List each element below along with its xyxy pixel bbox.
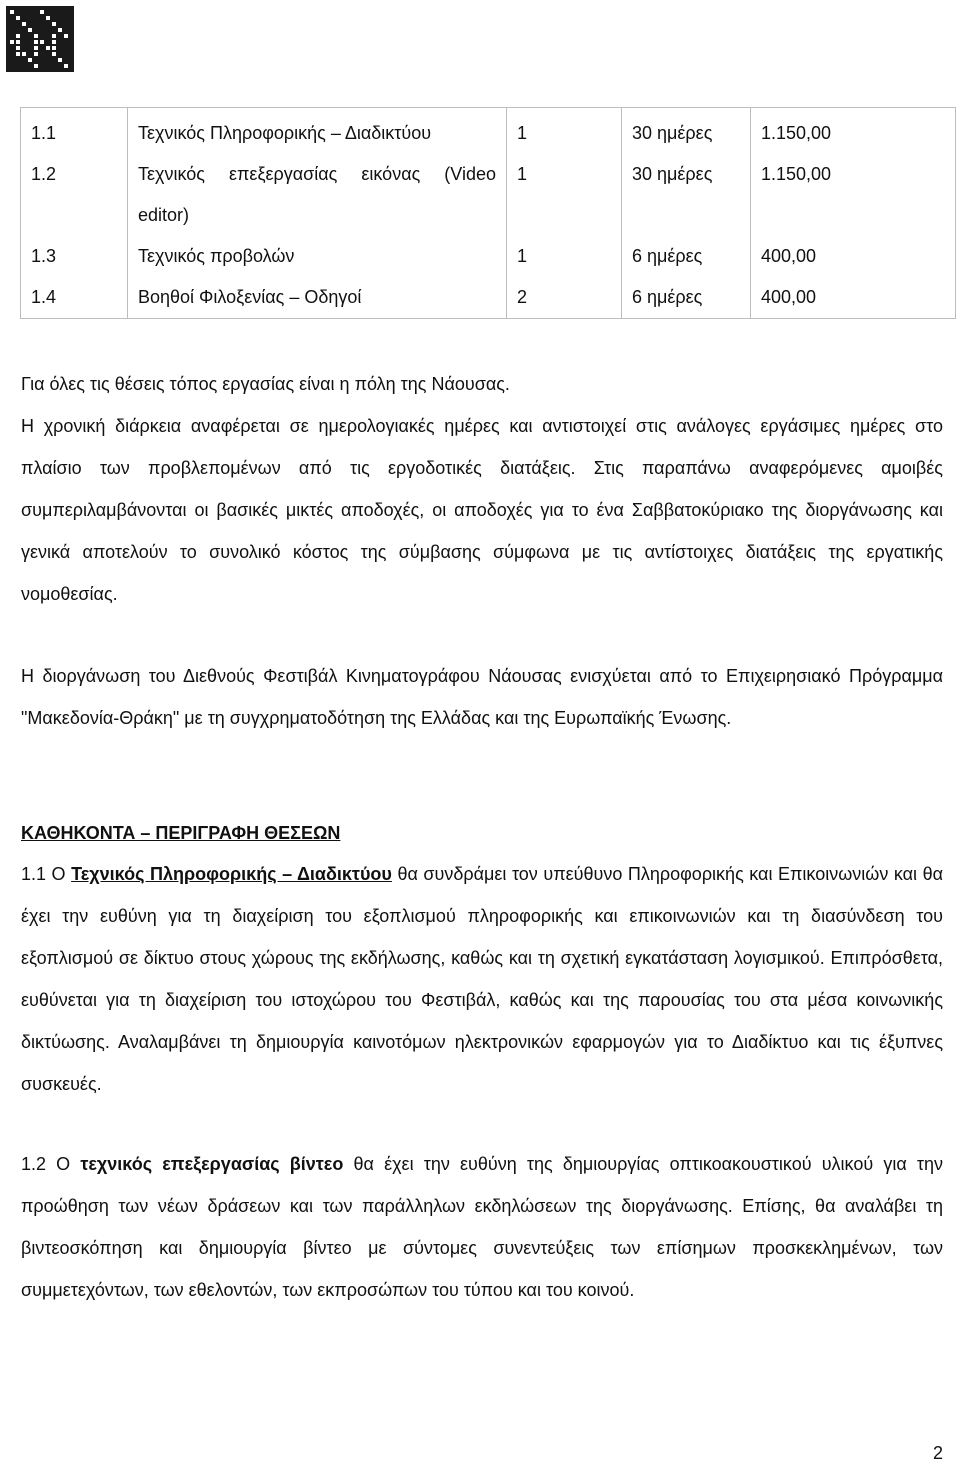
- duties-heading: ΚΑΘΗΚΟΝΤΑ – ΠΕΡΙΓΡΑΦΗ ΘΕΣΕΩΝ: [21, 823, 341, 843]
- duty-1-1-title: Τεχνικός Πληροφορικής – Διαδικτύου: [71, 864, 392, 884]
- funding-paragraph: Η διοργάνωση του Διεθνούς Φεστιβάλ Κινηματογράφου Νάουσας ενισχύεται από το Επιχειρησιακό Πρόγραμμα "Μακεδονία-Θράκη" με τη συγχρηματοδότηση της Ελλάδας και της Ευρωπαϊκής Ένωσης.: [21, 666, 943, 728]
- position-title: [128, 108, 507, 155]
- position-amount: 400,00: [751, 277, 956, 319]
- table-row: [21, 108, 956, 155]
- position-title: [128, 277, 507, 319]
- position-count: 1: [507, 154, 622, 236]
- position-count: 1: [507, 236, 622, 277]
- table-row: [21, 236, 956, 277]
- position-code: 1.2: [21, 154, 128, 236]
- position-title: [128, 236, 507, 277]
- duty-1-2-text: θα έχει την ευθύνη της δημιουργίας οπτικοακουστικού υλικού για την προώθηση των νέων δράσεων και των παράλληλων εκδηλώσεων της διοργάνωσης. Επίσης, θα αναλάβει τη βιντεοσκόπηση και δημιουργία βίντεο με σύντομες συνεντεύξεις των επίσημων προσκεκλημένων, των συμμετεχόντων, των εθελοντών, των εκπροσώπων του τύπου και του κοινού.: [21, 1154, 944, 1300]
- page-number: 2: [932, 1443, 943, 1463]
- position-title-continuation: editor): [138, 205, 190, 225]
- position-amount: 400,00: [751, 236, 956, 277]
- duty-1-2-prefix: 1.2 Ο: [21, 1154, 81, 1174]
- duty-1-1-paragraph: [21, 853, 943, 1105]
- position-title-line: Τεχνικός προβολών: [138, 246, 295, 266]
- position-duration: 30 ημέρες: [622, 154, 751, 236]
- position-title-line: Τεχνικός Πληροφορικής – Διαδικτύου: [138, 123, 432, 143]
- position-code: 1.3: [21, 236, 128, 277]
- position-duration: 30 ημέρες: [622, 108, 751, 155]
- table-row: [21, 154, 956, 236]
- position-amount: 1.150,00: [751, 108, 956, 155]
- duration-paragraph: Η χρονική διάρκεια αναφέρεται σε ημερολογιακές ημέρες και αντιστοιχεί στις ανάλογες εργάσιμες ημέρες στο πλαίσιο των προβλεπομένων από τις εργοδοτικές διατάξεις. Στις παραπάνω αναφερόμενες αμοιβές συμπεριλαμβάνονται οι βασικές μικτές αποδοχές, οι αποδοχές για το ένα Σαββατοκύριακο της διοργάνωσης και γενικά αποτελούν το συνολικό κόστος της σύμβασης σύμφωνα με τις αντίστοιχες διατάξεις της εργατικής νομοθεσίας.: [21, 416, 943, 604]
- position-code: 1.1: [21, 108, 128, 155]
- position-title-line: Τεχνικός επεξεργασίας εικόνας (Video: [138, 164, 496, 184]
- duty-1-1-prefix: 1.1 Ο: [21, 864, 72, 884]
- festival-logo: [6, 6, 74, 72]
- position-title: [128, 154, 507, 236]
- table-row: [21, 277, 956, 319]
- location-paragraph: Για όλες τις θέσεις τόπος εργασίας είναι η πόλη της Νάουσας.: [21, 374, 510, 394]
- position-duration: 6 ημέρες: [622, 277, 751, 319]
- position-title-line: Βοηθοί Φιλοξενίας – Οδηγοί: [138, 287, 362, 307]
- position-amount: 1.150,00: [751, 154, 956, 236]
- duty-1-1-text: θα συνδράμει τον υπεύθυνο Πληροφορικής και Επικοινωνιών και θα έχει την ευθύνη για τη διαχείριση του εξοπλισμού πληροφορικής και επικοινωνιών και τη διασύνδεση του εξοπλισμού σε δίκτυο στους χώρους της εκδήλωσης, καθώς και τη σχετική εγκατάσταση λογισμικού. Επιπρόσθετα, ευθύνεται για τη διαχείριση του ιστοχώρου του Φεστιβάλ, καθώς και της παρουσίας του στα μέσα κοινωνικής δικτύωσης. Αναλαμβάνει τη δημιουργία καινοτόμων ηλεκτρονικών εφαρμογών για το Διαδίκτυο και τις έξυπνες συσκευές.: [21, 864, 943, 1094]
- position-count: 2: [507, 277, 622, 319]
- position-count: 1: [507, 108, 622, 155]
- position-duration: 6 ημέρες: [622, 236, 751, 277]
- duty-1-2-title: τεχνικός επεξεργασίας βίντεο: [80, 1154, 344, 1174]
- positions-table: [20, 107, 956, 319]
- duty-1-2-paragraph: [21, 1143, 943, 1311]
- position-code: 1.4: [21, 277, 128, 319]
